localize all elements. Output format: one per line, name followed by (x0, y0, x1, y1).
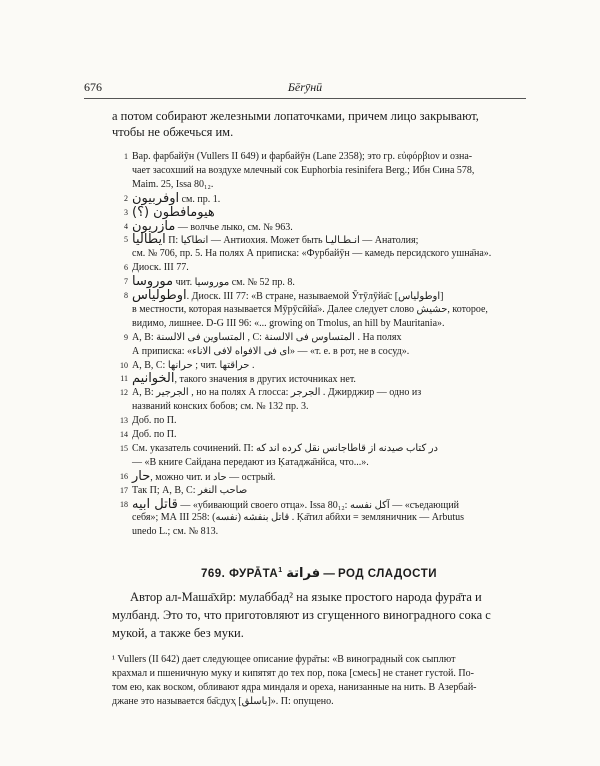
footnote-number: 3 (124, 207, 128, 217)
footnote-line (112, 428, 526, 441)
footnote-number: 4 (124, 221, 128, 231)
footnote-line (112, 511, 526, 524)
footnote-arabic: هيومافطون (؟) (132, 205, 215, 220)
footnote-text: unedo L.; см. № 813. (132, 526, 219, 538)
footnote-line (112, 247, 526, 260)
footnote-text: Диоск. III 77. (132, 262, 189, 274)
footnote-line (112, 386, 526, 399)
footnote-line (112, 331, 526, 344)
footnote-text: см. пр. 1. (179, 193, 221, 205)
footnote-line (112, 220, 526, 234)
footnote-line (112, 525, 526, 538)
footnote-text: Maim. 25, Issa 80₁₂. (132, 178, 214, 190)
footnote-line (112, 150, 526, 163)
entry-arabic: فراتة (286, 566, 321, 581)
footnote-text: . Диоск. III 77: «В стране, называемой Ӯтӯлӯйа̄с [اوطولياس] (186, 291, 444, 302)
footnote-text: Вар. фарбайӯн (Vullers II 649) и фарбайӯн (Lane 2358); это гр. εὐφόρβιον и озна- (132, 151, 473, 162)
footnote-line (112, 275, 526, 289)
footnote-number: 11 (120, 374, 128, 384)
footnote-line (112, 303, 526, 316)
bottom-footnote-line-4: джане это называется ба̄сдуҳ [باسلق]». П: опущено. (112, 696, 334, 707)
entry-para-line-3: мукой, а также без муки. (112, 626, 244, 640)
entry-para-line-1: Автор ал-Маша̄хӣр: мулаббад² на языке простого народа фура̄та и (130, 590, 482, 604)
entry-head-sup: 1 (278, 567, 283, 575)
footnote-arabic: اوفربيون (132, 191, 180, 206)
bottom-footnote-line-2: крахмал и пшеничную муку и кипятят до тех пор, пока [смесь] не станет густой. По- (112, 668, 474, 679)
footnote-arabic: حار (132, 469, 151, 484)
footnote-number: 12 (120, 388, 128, 398)
bottom-footnote-line-3: том ею, как воском, обливают ядра миндаля и ореха, нанизанные на нить. В Азербай- (112, 682, 477, 693)
footnote-arabic: موروسا (132, 275, 174, 290)
footnote-line (112, 261, 526, 274)
footnote-text: Доб. по П. (132, 415, 177, 427)
footnote-text: видимо, лишнее. D-G III 96: «... growing on Tmolus, an hill by Mauritania». (132, 317, 445, 329)
footnote-text: А, В, С: حرانها ; чит. حراقتها . (132, 359, 255, 371)
footnote-text: См. указатель сочинений. П: در کتاب صیدنه از قاطاجانس نقل کرده اند که (132, 442, 438, 454)
entry-paragraph (112, 588, 526, 642)
page-number: 676 (84, 80, 102, 94)
footnote-text: Доб. по П. (132, 429, 177, 440)
entry-gloss: — РОД СЛАДОСТИ (323, 568, 437, 580)
footnote-line (112, 164, 526, 177)
footnote-arabic: اوطولياس (132, 289, 187, 303)
footnote-text: , можно чит. и حاد — острый. (150, 471, 276, 483)
entry-head: ФУРА̄ТА (229, 568, 279, 580)
footnote-text: А, В: الجرجير , но на полях А глосса: الجرجر . Джирджир — одно из (132, 387, 422, 399)
footnote-arabic: قاتل ابيه (132, 497, 178, 512)
bottom-footnote-line-1: ¹ Vullers (II 642) дает следующее описание фура̄ты: «В виноградный сок сыплют (112, 654, 456, 665)
footnote-number: 13 (120, 416, 128, 426)
footnote-number: 14 (120, 430, 128, 439)
entry-para-line-2: мулбанд. Это то, что приготовляют из сгущенного виноградного сока с (112, 608, 491, 622)
footnote-text: в местности, которая называется Мӯрӯсӣйа̄». Далее следует слово حشيش, которое, (132, 303, 488, 315)
footnote-number: 15 (120, 443, 128, 453)
footnote-number: 7 (124, 277, 128, 287)
footnote-number: 5 (124, 235, 128, 245)
footnote-number: 16 (120, 471, 128, 481)
footnote-line (112, 400, 526, 413)
footnote-text: Так П; А, В, С: صاحب النغر (132, 484, 248, 496)
footnote-number: 1 (124, 152, 128, 161)
footnote-line (112, 470, 526, 484)
entry-number: 769. (200, 568, 226, 580)
footnote-line (112, 178, 526, 191)
footnote-text: названий конских бобов; см. № 132 пр. 3. (132, 401, 309, 413)
top-text-line-1: а потом собирают железными лопаточками, причем лицо закрывают, (112, 109, 479, 123)
footnote-line (112, 456, 526, 469)
footnote-line (112, 498, 526, 512)
footnote-number: 2 (124, 193, 128, 203)
page-header (84, 78, 526, 99)
footnote-text: — «убивающий своего отца». Issa 80₁₂: آکل نفسه — «съедающий (177, 499, 460, 511)
footnote-number: 9 (124, 332, 128, 342)
footnote-line (112, 359, 526, 372)
footnote-line (112, 442, 526, 455)
footnote-line (112, 289, 526, 303)
footnote-line (112, 484, 526, 497)
footnote-number: 10 (120, 360, 128, 370)
entry-title (112, 566, 526, 581)
footnote-number: 18 (120, 499, 128, 509)
footnote-arabic: ايطاليا (132, 233, 166, 248)
footnote-text: П: انطاکیا — Антиохия. Может быть انـطـاليـا — Анатолия; (165, 235, 419, 247)
footnote-arabic: مازريون (132, 219, 176, 234)
footnote-text: А, В: المتساوين فى الالسنة , С: المتساوس فى الالسنة . На полях (132, 331, 402, 343)
footnote-text: чает засохший на воздухе млечный сок Euphorbia resinifera Berg.; Ибн Сина 578, (132, 164, 475, 176)
footnote-text: себя»; МА III 258: قاتل بنفشه (نفسه) . Ḳа̄тил абӣхи = земляничник — Arbutus (132, 512, 465, 524)
footnote-line (112, 317, 526, 330)
footnote-text: А приписка: «اى فى الافواه لافى الاناء» — «т. е. в рот, не в сосуд». (132, 345, 410, 357)
footnote-line (112, 372, 526, 386)
footnote-number: 6 (124, 263, 128, 273)
footnote-text: чит. موروسيا см. № 52 пр. 8. (173, 277, 295, 289)
footnote-text: — волчье лыко, см. № 963. (175, 221, 293, 233)
footnote-line (112, 233, 526, 247)
footnote-text: , такого значения в других источниках нет. (174, 374, 356, 386)
footnote-line (112, 192, 526, 206)
footnote-arabic: الخوانيم (132, 372, 175, 387)
footnote-text: см. № 706, пр. 5. На полях А приписка: «Фурбайӯн — камедь персидского ушна̄на». (132, 248, 492, 260)
footnote-line (112, 414, 526, 427)
running-head: Бērӯнӣ (287, 80, 323, 94)
footnote-line (112, 345, 526, 358)
footnote-number: 8 (124, 291, 128, 300)
footnote-line (112, 206, 526, 220)
footnote-number: 17 (120, 485, 128, 495)
top-text-line-2: чтобы не обжечься им. (112, 125, 234, 139)
footnote-text: — «В книге Сайдана передают из Ḳатаджа̄нйса, что...». (132, 456, 369, 468)
